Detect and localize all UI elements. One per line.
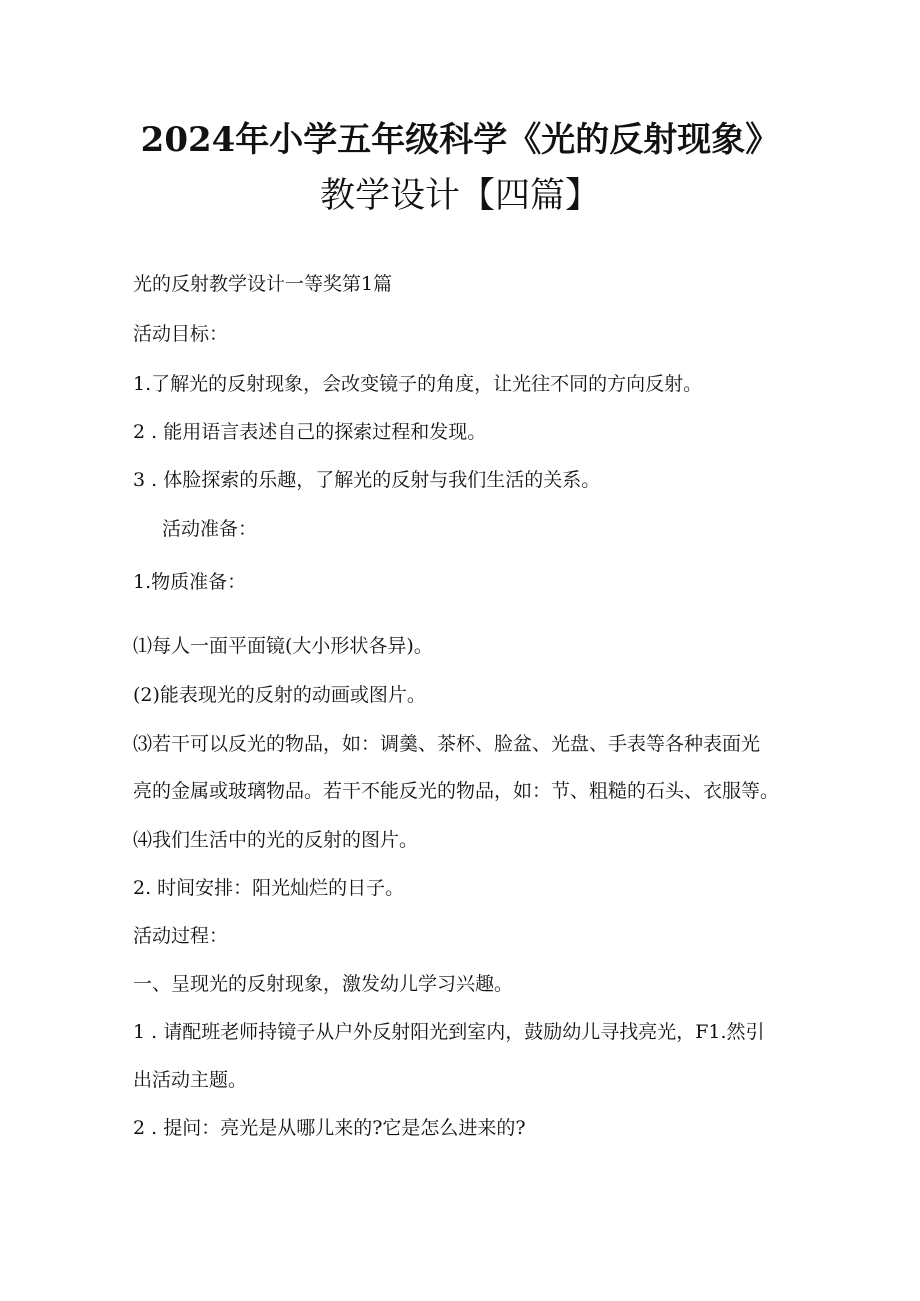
paragraph-line: 2 . 能用语言表述自己的探索过程和发现。 <box>133 421 487 443</box>
paragraph-line: 出活动主题。 <box>133 1069 248 1091</box>
paragraph-line: 1.了解光的反射现象，会改变镜子的角度，让光往不同的方向反射。 <box>133 373 703 395</box>
paragraph-line: 亮的金属或玻璃物品。若干不能反光的物品，如：节、粗糙的石头、衣服等。 <box>133 780 780 802</box>
paragraph-line: 活动目标： <box>133 323 229 345</box>
paragraph-line: 2. 时间安排：阳光灿烂的日子。 <box>133 877 405 899</box>
paragraph-line: 1.物质准备： <box>133 571 247 593</box>
paragraph-line: 3 . 体脸探索的乐趣，了解光的反射与我们生活的关系。 <box>133 469 601 491</box>
paragraph-line: 1 . 请配班老师持镜子从户外反射阳光到室内，鼓励幼儿寻找亮光，F1.然引 <box>133 1021 765 1043</box>
section-heading: 光的反射教学设计一等奖第1篇 <box>133 273 393 295</box>
paragraph-line: 活动过程： <box>133 925 229 947</box>
document-title-line-2: 教学设计【四篇】 <box>319 176 600 216</box>
paragraph-line: ⑷我们生活中的光的反射的图片。 <box>133 829 419 851</box>
document-title-line-1: 2024年小学五年级科学《光的反射现象》 <box>140 120 780 160</box>
paragraph-line: 一、呈现光的反射现象，激发幼儿学习兴趣。 <box>133 973 514 995</box>
paragraph-line: ⑴每人一面平面镜(大小形状各异)。 <box>133 635 433 657</box>
paragraph-line: 活动准备： <box>162 518 258 540</box>
paragraph-line: (2)能表现光的反射的动画或图片。 <box>133 684 426 706</box>
paragraph-line: ⑶若干可以反光的物品，如：调羹、茶杯、脸盆、光盘、手表等各种表面光 <box>133 733 761 755</box>
paragraph-line: 2 . 提问：亮光是从哪儿来的?它是怎么进来的? <box>133 1117 526 1139</box>
